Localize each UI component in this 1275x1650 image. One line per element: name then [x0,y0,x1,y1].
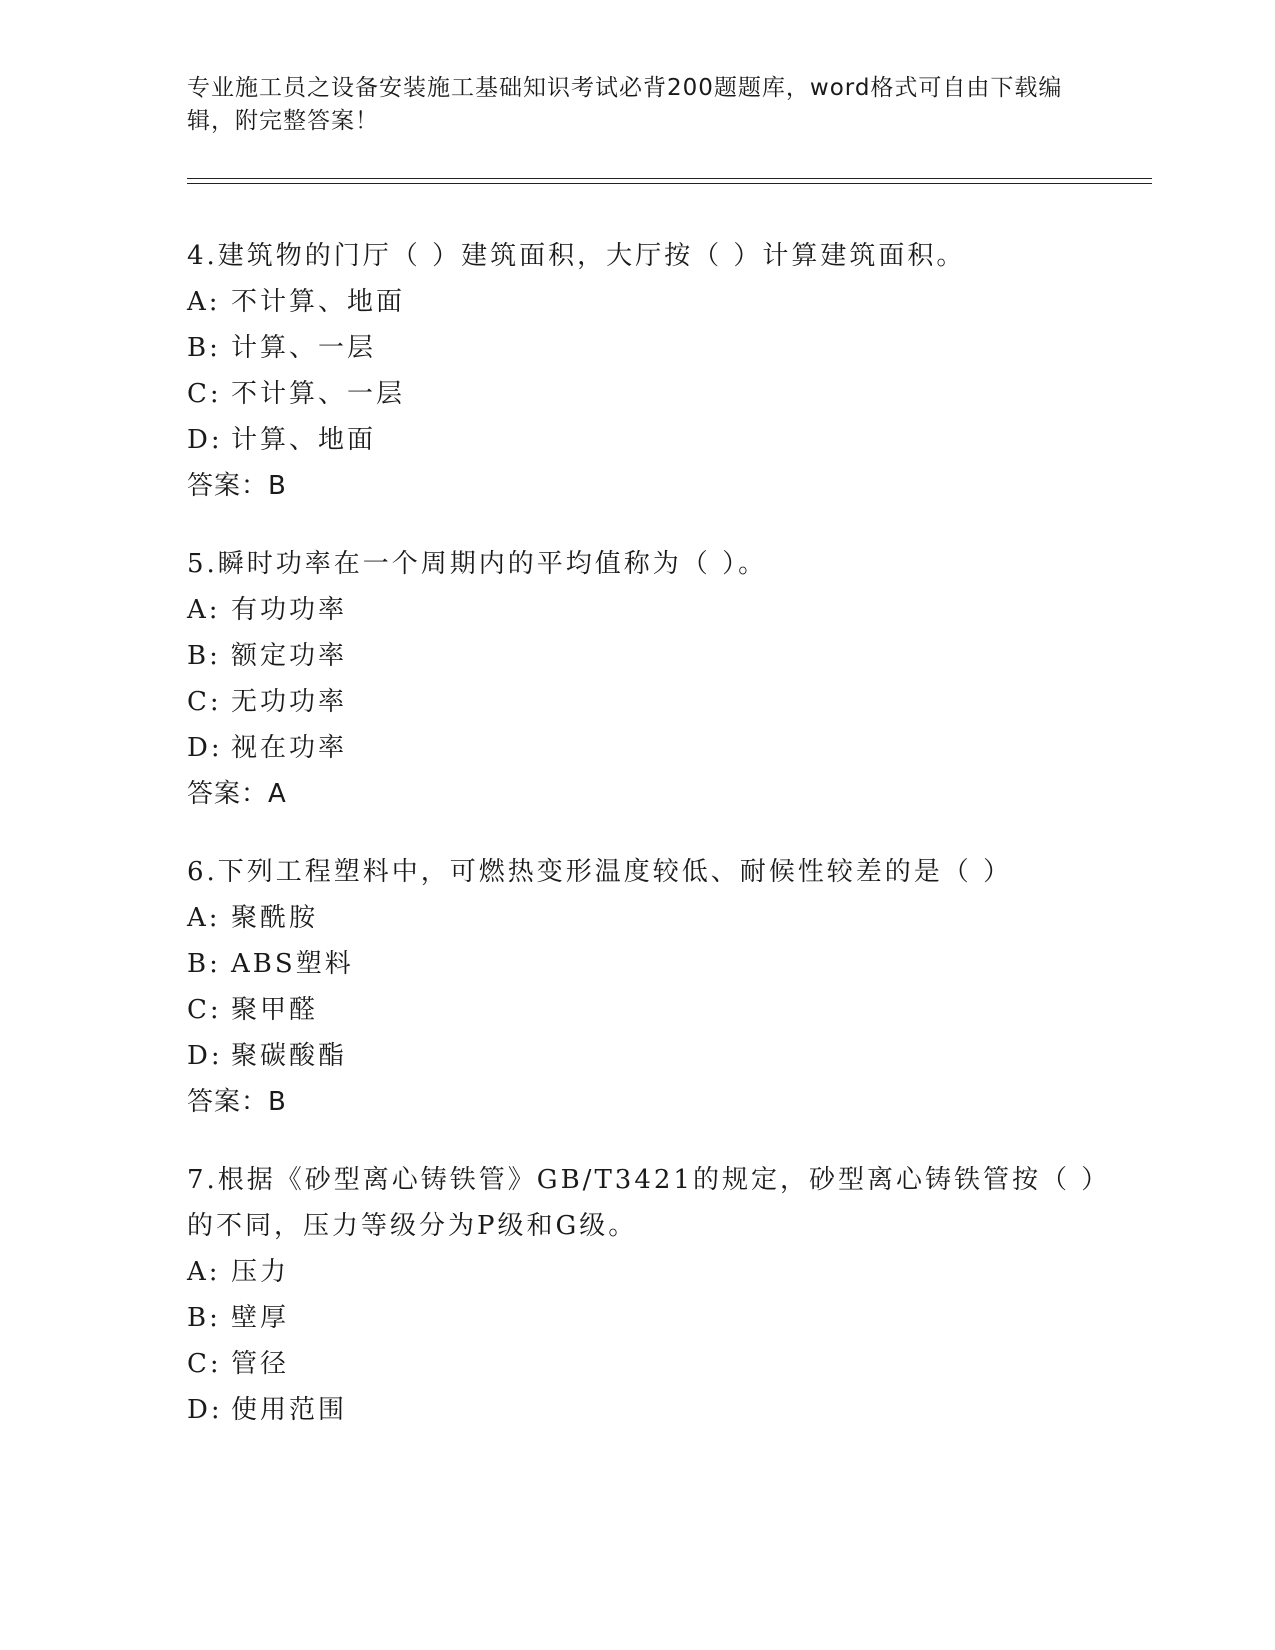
option-key: B: [187,333,221,363]
question-7 [187,1157,1107,1433]
option-a [187,587,1107,633]
question-stem: 6.下列工程塑料中，可燃热变形温度较低、耐候性较差的是（ ） [187,857,1013,887]
option-key: A: [187,1257,221,1287]
answer-line: 答案：A [187,779,287,809]
option-key: B: [187,641,221,671]
option-a [187,895,1107,941]
option-c [187,1341,1107,1387]
option-key: B: [187,949,221,979]
document-title: 专业施工员之设备安装施工基础知识考试必背200题题库，word格式可自由下载编辑，附完整答案！ [187,75,1063,134]
option-d [187,725,1107,771]
option-text: 不计算、一层 [231,379,406,409]
option-key: A: [187,595,221,625]
option-text: 聚碳酸酯 [231,1041,348,1071]
option-c [187,987,1107,1033]
option-c [187,679,1107,725]
option-text: 视在功率 [231,733,348,763]
header-divider-bottom [187,183,1152,184]
option-text: 管径 [231,1349,290,1379]
option-text: 使用范围 [231,1395,348,1425]
option-b [187,325,1107,371]
option-text: 计算、地面 [231,425,377,455]
question-stem: 4.建筑物的门厅（ ）建筑面积，大厅按（ ）计算建筑面积。 [187,241,966,271]
option-key: D: [187,1041,223,1071]
header-divider-top [187,178,1152,179]
option-key: D: [187,733,223,763]
answer-line: 答案：B [187,471,287,501]
option-key: D: [187,425,223,455]
option-a [187,279,1107,325]
option-key: A: [187,903,221,933]
answer-line: 答案：B [187,1087,287,1117]
option-key: C: [187,379,222,409]
option-b [187,941,1107,987]
option-text: 不计算、地面 [231,287,406,317]
option-d [187,1033,1107,1079]
option-c [187,371,1107,417]
option-text: 有功功率 [231,595,348,625]
option-d [187,1387,1107,1433]
option-b [187,1295,1107,1341]
option-text: 壁厚 [231,1303,290,1333]
option-key: C: [187,995,222,1025]
option-text: 聚酰胺 [231,903,319,933]
option-text: 聚甲醛 [231,995,319,1025]
option-key: C: [187,1349,222,1379]
question-6 [187,849,1107,1125]
option-key: B: [187,1303,221,1333]
option-key: A: [187,287,221,317]
option-text: 额定功率 [231,641,348,671]
option-key: D: [187,1395,223,1425]
option-d [187,417,1107,463]
option-text: ABS塑料 [231,949,354,979]
option-key: C: [187,687,222,717]
option-text: 计算、一层 [231,333,377,363]
option-b [187,633,1107,679]
option-a [187,1249,1107,1295]
option-text: 无功功率 [231,687,348,717]
question-5 [187,541,1107,817]
question-stem: 5.瞬时功率在一个周期内的平均值称为（ ）。 [187,549,768,579]
question-stem: 7.根据《砂型离心铸铁管》GB/T3421的规定，砂型离心铸铁管按（ ）的不同，压力等级分为P级和G级。 [187,1165,1098,1241]
question-list [187,233,1107,1465]
question-4 [187,233,1107,509]
option-text: 压力 [231,1257,290,1287]
